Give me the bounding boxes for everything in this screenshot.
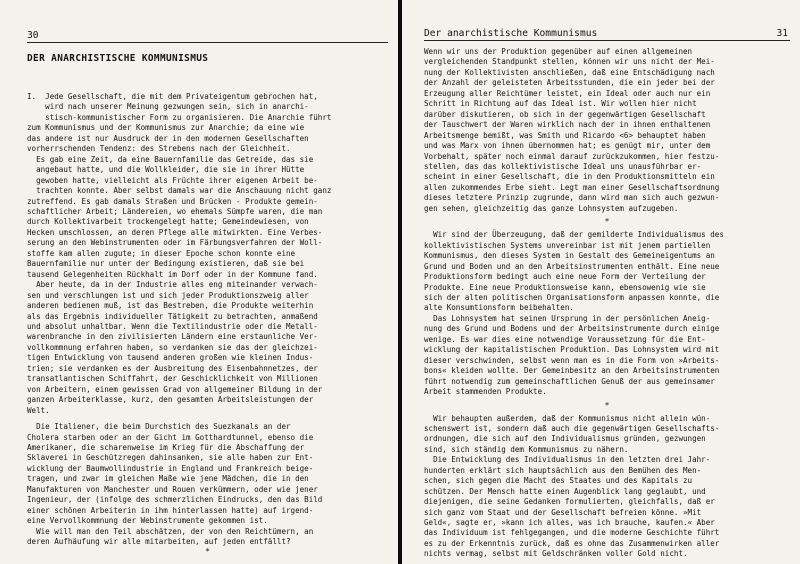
text-line: vorherrschenden Tendenz: des Strebens nach der Gleichheit. [27, 144, 291, 154]
text-line: Sklaverei in Geschützregen dahinsanken, sie alle haben zur Ent- [27, 453, 314, 463]
text-line: durch Kollektivarbeit trockengelegt hatte; Gemeindewiesen, von [27, 217, 309, 227]
section-separator: * [205, 547, 210, 557]
text-line: Das Lohnsystem hat seinen Ursprung in der persönlichen Aneig- [424, 313, 711, 323]
text-line: Arbeitsmenge bemißt, was Smith und Ricardo <6> behauptet haben [424, 130, 706, 140]
text-line: Grund und Boden und an den Arbeitsinstrumenten enthält. Eine neue [424, 261, 720, 271]
text-line: Wie will man den Teil abschätzen, der von den Reichtümern, an [27, 526, 314, 536]
text-line: vollkommnung erfahren haben, so verdanken sie das der gleichzei- [27, 342, 318, 352]
text-line: stisch-kommunistischer Form zu organisieren. Die Anarchie führt [27, 112, 332, 122]
text-line: führt notwendig zum gemeinschaftlichen Genuß der aus gemeinsamer [424, 376, 715, 386]
text-line: transatlantischen Schiffahrt, der Geschicklichkeit von Millionen [27, 374, 318, 384]
text-line: Geld«, sagte er, »kann ich alles, was ich brauche, kaufen.« Aber [424, 518, 715, 528]
left-page-number: 30 [27, 30, 39, 41]
text-line: gewoben hatte, vielleicht als Früchte ihrer eigenen Arbeit be- [27, 175, 318, 185]
text-line: Die Italiener, die beim Durchstich des Suezkanals an der [27, 422, 291, 432]
text-line: trachten konnte. Aber selbst damals war die Anschauung nicht ganz [27, 186, 332, 196]
text-line: warenbranche in den zivilisierten Ländern eine erstaunliche Ver- [27, 332, 318, 342]
text-line: gen sehen, gleichzeitig das ganze Lohnsystem aufzugeben. [424, 203, 679, 213]
text-line: angebaut hatte, und die Wollkleider, die sie in ihrer Hütte [27, 165, 305, 175]
text-line: serung an den Webinstrumenten oder im Färbungsverfahren der Woll- [27, 238, 323, 248]
text-line: Produkte. Eine neue Produktionsweise kann, ebensowenig wie sie [424, 282, 706, 292]
text-line: wicklung der Baumwollindustrie in England und Frankreich beige- [27, 463, 314, 473]
text-line: anderen bedienen muß, ist das Bestreben, die Produkte weiterhin [27, 301, 314, 311]
text-line: diejenigen, die seine Gedanken formulierten, gleichfalls, daß er [424, 497, 715, 507]
text-line: wicklung der kapitalistischen Produktion. Das Lohnsystem wird mit [424, 345, 720, 355]
text-line: Wir sind der Überzeugung, daß der gemilderte Individualismus des [424, 230, 724, 240]
text-line: tragen, und zwar im gleichen Maße wie jene Mädchen, die in den [27, 474, 309, 484]
text-line: Es gab eine Zeit, da eine Bauernfamilie das Getreide, das sie [27, 154, 314, 164]
text-line: schenswert ist, sondern daß auch die gegenwärtigen Gesellschafts- [424, 423, 720, 433]
text-line: Hecken umschlossen, an deren Pflege alle mitwirkten. Eine Verbes- [27, 227, 323, 237]
text-line: bons« kleiden wollte. Der Gemeinbesitz an den Arbeitsinstrumenten [424, 366, 720, 376]
text-line: nichts vermag, selbst mit Geldschränken voller Gold nicht. [424, 549, 688, 559]
text-line: Vorbehalt, später noch einmal darauf zurückzukommen, hier festzu- [424, 151, 720, 161]
text-line: wird nach unserer Meinung gezwungen sein, sich in anarchi- [27, 102, 309, 112]
text-line: Die Entwicklung des Individualismus in den letzten drei Jahr- [424, 455, 711, 465]
text-line: wenige. Es war dies eine notwendige Voraussetzung für die Ent- [424, 334, 706, 344]
text-line: zutreffend. Es gab damals Straßen und Brücken - Produkte gemein- [27, 196, 318, 206]
left-page [0, 0, 398, 564]
text-line: Manufakturen von Manchester und Rouen verkümmern, oder wie jener [27, 484, 318, 494]
text-line: sich ganz vom Staat und der Gesellschaft befreien könne. »Mit [424, 507, 702, 517]
right-text-block-3 [424, 414, 790, 560]
text-line: es zu der Erkenntnis zurück, daß es ohne das Zusammenwirken aller [424, 538, 720, 548]
text-line: und was Marx von ihnen übernommen hat; es genügt mir, unter dem [424, 141, 711, 151]
text-line: darüber diskutieren, ob sich in der gegenwärtigen Gesellschaft [424, 109, 706, 119]
left-text-block-1 [27, 92, 388, 416]
text-line: Bauernfamilie nur unter der Bedingung existieren, daß sie bei [27, 259, 305, 269]
text-line: ordnungen, die sich auf den Individualismus gründen, gezwungen [424, 434, 706, 444]
text-line: stellen, das das kollektivistische Ideal uns unausführbar er- [424, 161, 702, 171]
text-line: deren Aufhäufung wir alle mitarbeiten, auf jeden entfällt? [27, 537, 291, 547]
section-separator: * [604, 400, 610, 410]
text-line: das andere ist nur Ausdruck der in den modernen Gesellschaften [27, 133, 309, 143]
text-line: Wenn wir uns der Produktion gegenüber auf einen allgemeinen [424, 47, 693, 56]
chapter-title: DER ANARCHISTISCHE KOMMUNISMUS [27, 53, 209, 64]
text-line: Arbeit stammenden Produkte. [424, 387, 547, 397]
text-line: Wir behaupten außerdem, daß der Kommunismus nicht allein wün- [424, 413, 711, 423]
left-page-header [27, 30, 388, 43]
text-line: der Anzahl der geleisteten Arbeitsstunden, die ein jeder bei der [424, 78, 715, 88]
text-line: tigen Entwicklung von tausend anderen großen wie kleinen Indus- [27, 353, 314, 363]
text-line: Cholera starben oder an der Gicht im Gotthardtunnel, ebenso die [27, 432, 314, 442]
running-title: Der anarchistische Kommunismus [424, 28, 598, 39]
text-line: Aber heute, da in der Industrie alles eng miteinander verwach- [27, 280, 318, 290]
right-page-header [424, 28, 790, 41]
text-line: einer schönen Arbeiterin in ihm hinterlassen hatte) auf irgend- [27, 505, 314, 515]
text-line: I. Jede Gesellschaft, die mit dem Privateigentum gebrochen hat, [27, 92, 318, 101]
text-line: dieser verschwinden, selbst wenn man es in die Form von »Arbeits- [424, 355, 720, 365]
text-line: als das Ergebnis individueller Tätigkeit zu betrachten, anmaßend [27, 311, 318, 321]
text-line: Amerikaner, die scharenweise im Krieg für die Abschaffung der [27, 442, 305, 452]
right-text-block-1 [424, 47, 790, 214]
text-line: Produktionsform bedingt auch eine neue Form der Verteilung der [424, 272, 706, 282]
text-line: Welt. [27, 405, 50, 415]
text-line: scheint in einer Gesellschaft, die in den Produktionsmitteln ein [424, 172, 715, 182]
text-line: sind, sich ständig dem Kommunismus zu nähern. [424, 444, 629, 454]
text-line: schaftlicher Arbeit; Ländereien, wo ehemals Sümpfe waren, die man [27, 206, 323, 216]
text-line: sich der alten politischen Organisationsform anpassen konnte, die [424, 292, 720, 302]
text-line: hunderten erklärt sich hauptsächlich aus den Bemühen des Men- [424, 465, 702, 475]
right-text-block-2 [424, 230, 790, 397]
right-page [402, 0, 800, 564]
text-line: trien; sie verdanken es der Ausbreitung des Eisenbahnnetzes, der [27, 363, 318, 373]
text-line: zum Kommunismus und der Kommunismus zur Anarchie; da eine wie [27, 123, 305, 133]
text-line: Kommunismus, den dieses System in Gestalt des Gemeineigentums an [424, 251, 715, 261]
text-line: und absolut unhaltbar. Wenn die Textilindustrie oder die Metall- [27, 321, 318, 331]
text-line: eine Vervollkommnung der Webinstrumente gekommen ist. [27, 516, 268, 526]
text-line: schen, sich gegen die Macht des Staates und des Kapitals zu [424, 476, 693, 486]
section-separator: * [604, 217, 610, 227]
text-line: vergleichenden Standpunkt stellen, können wir uns nicht der Mei- [424, 57, 715, 67]
text-line: das Individuum ist fehlgegangen, und die moderne Geschichte führt [424, 528, 720, 538]
text-line: nung des Grund und Bodens und der Arbeitsinstrumente durch einige [424, 324, 720, 334]
text-line: stoffe kam allen zugute; in dieser Epoche schon konnte eine [27, 248, 296, 258]
right-page-number: 31 [776, 28, 788, 39]
text-line: sen und verschlungen ist und sich jeder Produktionszweig aller [27, 290, 309, 300]
left-text-block-2 [27, 422, 388, 547]
text-line: Erzeugung aller Reichtümer leistet, ein Ideal oder auch nur ein [424, 88, 711, 98]
text-line: dieses letztere Prinzip zugrunde, dann wird man sich auch gezwun- [424, 193, 720, 203]
text-line: Schritt in Richtung auf das Ideal ist. Wir wollen hier nicht [424, 99, 697, 109]
text-line: tausend Gelegenheiten Rückhalt im Dorf oder in der Kommune fand. [27, 269, 318, 279]
text-line: der Tauschwert der Waren wirklich nach der in ihnen enthaltenen [424, 120, 711, 130]
text-line: allen zukommendes Erbe sieht. Legt man einer Gesellschaftsordnung [424, 182, 720, 192]
text-line: kollektivistischen Systems unvereinbar ist mit jenem partiellen [424, 240, 711, 250]
text-line: ganzen Arbeiterklasse, kurz, den gesamten Arbeitsleistungen der [27, 395, 314, 405]
text-line: Ingenieur, der (infolge des schmerzlichen Eindrucks, den das Bild [27, 495, 323, 505]
text-line: nung der Kollektivisten anschließen, daß eine Entschädigung nach [424, 67, 715, 77]
text-line: schützen. Der Mensch hatte einen Augenblick lang geglaubt, und [424, 486, 706, 496]
text-line: alte Konsumtionsform beibehalten. [424, 303, 574, 313]
text-line: von Arbeitern, einem gewissen Grad von allgemeiner Bildung in der [27, 384, 323, 394]
